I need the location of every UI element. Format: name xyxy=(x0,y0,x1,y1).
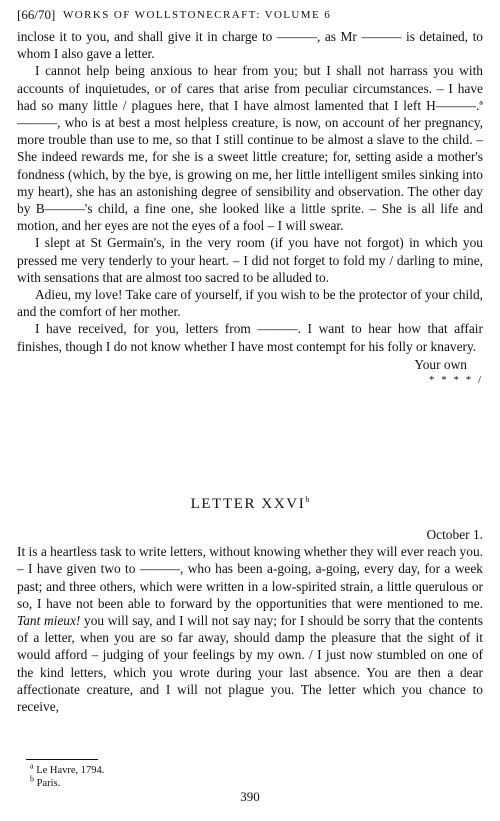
paragraph-2: I cannot help being anxious to hear from you; but I shall not harrass you with accounts of inquietudes, or of cares that arise from peculiar circumstances. – I have had so many little / plagues here, that I have almost lamented that I left H———.ª ———, who is at best a most helpless creature, is now, on account of her pregnancy, more trouble than use to me, so that I still continue to be almost a slave to the child. – She indeed rewards me, for she is a sweet little creature; for, setting aside a mother's fondness (which, by the bye, is growing on me, her little intelligent smiles sinking into my heart), she has an astonishing degree of sensibility and observation. The other day by B———'s child, a fine one, she looked like a little sprite. – She is all life and motion, and her eyes are not the eyes of a fool – I will swear. xyxy=(17,63,483,234)
page-reference: [66/70] xyxy=(17,7,56,22)
footnote-a xyxy=(30,761,105,777)
letter-title: LETTER XXVI xyxy=(190,496,306,512)
footnote-divider xyxy=(26,759,98,760)
running-head-title: WORKS OF WOLLSTONECRAFT: VOLUME 6 xyxy=(63,9,332,21)
paragraph-1: inclose it to you, and shall give it in charge to ———, as Mr ——— is detained, to whom I also gave a letter. xyxy=(17,29,483,62)
paragraph-5: I have received, for you, letters from ———. I want to hear how that affair finishes, though I do not know whether I have most contempt for his folly or knavery. xyxy=(17,321,483,354)
paragraph-4: Adieu, my love! Take care of yourself, if you wish to be the protector of your child, and the comfort of her mother. xyxy=(17,287,483,320)
letter-date: October 1. xyxy=(426,527,483,542)
italic-phrase: Tant mieux! xyxy=(17,613,81,629)
letter-paragraph xyxy=(17,543,483,715)
letter-heading xyxy=(17,495,483,513)
letter-footnote-mark: b xyxy=(305,495,310,504)
letter-continuation xyxy=(17,28,483,387)
paragraph-3: I slept at St Germain's, in the very room (if you have not forgot) in which you pressed me very tenderly to your heart. – I did not forget to fold my / darling to mine, with sensations that are almost too sacred to be alluded to. xyxy=(17,235,483,285)
footnote-mark: a xyxy=(30,761,34,771)
closing-line: Your own xyxy=(414,356,467,372)
footnote-text: Le Havre, 1794. xyxy=(36,765,105,776)
page-number: 390 xyxy=(240,789,260,804)
letter-text-part-1: It is a heartless task to write letters, without knowing whether they will ever reach you. – I have given two to ———, who has been a-going, a-going, every day, for a week past; and three others, which were written in a low-spirited strain, a little querulous or so, I have not been able to forward by the opportunities that were mentioned to me. xyxy=(17,544,483,611)
footnote-text: Paris. xyxy=(36,778,61,789)
signature-stars: * * * * / xyxy=(428,374,483,387)
footnote-mark: b xyxy=(30,774,34,784)
letter-text-part-2: you will say, and I will not say nay; for I should be sorry that the contents of a letter, when you are so far away, should damp the pleasure that the sight of it would afford – judging of your feelings by my own. / I just now stumbled on one of the kind letters, which you wrote during your last absence. You are then a dear affectionate creature, and I will not plague you. The letter which you chance to receive, xyxy=(17,613,483,715)
footnotes xyxy=(30,761,105,790)
signoff xyxy=(17,356,483,387)
running-head xyxy=(17,7,483,23)
letter-body xyxy=(17,526,483,715)
